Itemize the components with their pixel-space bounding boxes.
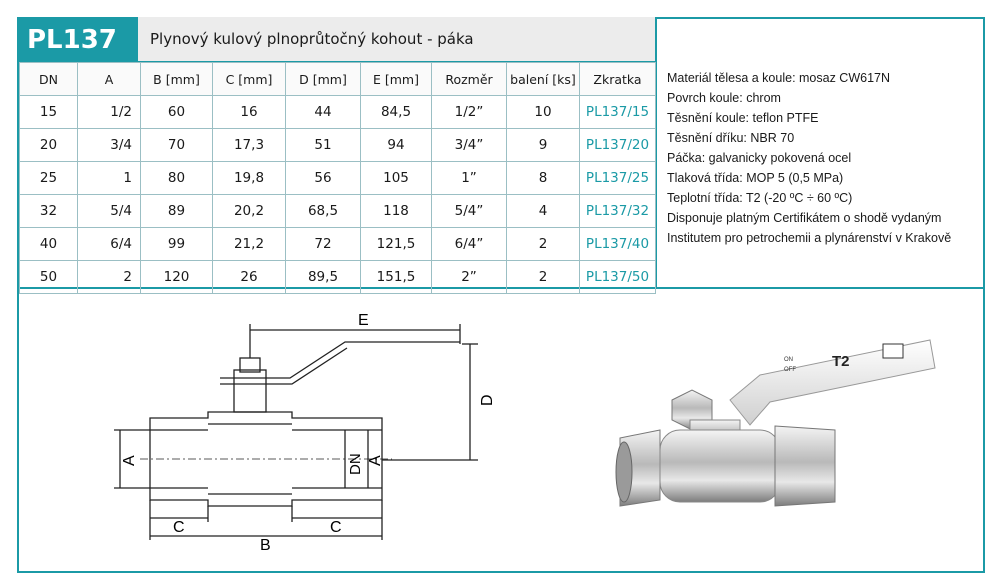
table-cell: 94 — [361, 129, 432, 162]
table-row — [20, 96, 656, 129]
table-row — [20, 129, 656, 162]
table-cell: 4 — [507, 195, 580, 228]
column-header: Rozměr — [432, 63, 507, 96]
product-title: Plynový kulový plnoprůtočný kohout - páka — [138, 17, 655, 62]
table-cell: 118 — [361, 195, 432, 228]
property-line: Teplotní třída: T2 (-20 ºC ÷ 60 ºC) — [667, 191, 853, 205]
property-line: Těsnění dříku: NBR 70 — [667, 131, 795, 145]
label-C-left: C — [173, 519, 185, 536]
table-cell: 151,5 — [361, 261, 432, 294]
table-row — [20, 228, 656, 261]
spec-table — [19, 62, 656, 294]
product-code-cell[interactable]: PL137/40 — [580, 228, 656, 261]
table-cell: 44 — [286, 96, 361, 129]
table-cell: 8 — [507, 162, 580, 195]
properties-list — [667, 68, 982, 248]
label-DN: DN — [347, 453, 364, 475]
table-cell: 5/4” — [432, 195, 507, 228]
property-line: Disponuje platným Certifikátem o shodě vydaným — [667, 211, 942, 225]
column-header: balení [ks] — [507, 63, 580, 96]
table-cell: 3/4 — [78, 129, 141, 162]
table-cell: 17,3 — [213, 129, 286, 162]
property-line: Těsnění koule: teflon PTFE — [667, 111, 819, 125]
table-cell: 5/4 — [78, 195, 141, 228]
product-code-cell[interactable]: PL137/20 — [580, 129, 656, 162]
table-cell: 72 — [286, 228, 361, 261]
table-cell: 1 — [78, 162, 141, 195]
table-cell: 10 — [507, 96, 580, 129]
column-header: E [mm] — [361, 63, 432, 96]
label-B: B — [260, 537, 271, 550]
table-cell: 70 — [141, 129, 213, 162]
property-line: Institutem pro petrochemii a plynárenství v Krakově — [667, 231, 952, 245]
column-header: B [mm] — [141, 63, 213, 96]
property-line: Povrch koule: chrom — [667, 91, 781, 105]
table-cell: 20,2 — [213, 195, 286, 228]
table-cell: 15 — [20, 96, 78, 129]
table-cell: 19,8 — [213, 162, 286, 195]
handle-on: ON — [784, 357, 793, 363]
column-header: C [mm] — [213, 63, 286, 96]
table-cell: 89,5 — [286, 261, 361, 294]
table-cell: 121,5 — [361, 228, 432, 261]
table-cell: 16 — [213, 96, 286, 129]
table-cell: 1/2 — [78, 96, 141, 129]
label-A-left: A — [121, 455, 138, 466]
table-cell: 1” — [432, 162, 507, 195]
label-D: D — [479, 394, 496, 406]
table-cell: 89 — [141, 195, 213, 228]
valve-body — [660, 430, 780, 502]
table-cell: 68,5 — [286, 195, 361, 228]
table-cell: 6/4 — [78, 228, 141, 261]
table-cell: 2 — [78, 261, 141, 294]
table-cell: 56 — [286, 162, 361, 195]
table-cell: 6/4” — [432, 228, 507, 261]
table-cell: 40 — [20, 228, 78, 261]
table-cell: 99 — [141, 228, 213, 261]
table-cell: 50 — [20, 261, 78, 294]
label-C-right: C — [330, 519, 342, 536]
table-cell: 120 — [141, 261, 213, 294]
handle-off: OFF — [784, 367, 796, 373]
table-cell: 26 — [213, 261, 286, 294]
table-cell: 2” — [432, 261, 507, 294]
property-line: Páčka: galvanicky pokovená ocel — [667, 151, 852, 165]
product-code-cell[interactable]: PL137/32 — [580, 195, 656, 228]
label-E: E — [358, 312, 369, 329]
table-row — [20, 162, 656, 195]
column-header: DN — [20, 63, 78, 96]
table-header-row — [20, 63, 656, 96]
header — [17, 17, 655, 62]
table-cell: 51 — [286, 129, 361, 162]
column-header: D [mm] — [286, 63, 361, 96]
label-A-right: A — [367, 455, 384, 466]
column-header: A — [78, 63, 141, 96]
hex-end-right — [775, 426, 835, 506]
brand-logo — [883, 344, 903, 358]
table-cell: 2 — [507, 261, 580, 294]
table-cell: 84,5 — [361, 96, 432, 129]
table-cell: 1/2” — [432, 96, 507, 129]
table-row — [20, 195, 656, 228]
product-code: PL137 — [17, 17, 138, 62]
table-row — [20, 261, 656, 294]
valve-photo — [600, 330, 960, 530]
property-line: Materiál tělesa a koule: mosaz CW617N — [667, 71, 891, 85]
table-cell: 32 — [20, 195, 78, 228]
product-code-cell[interactable]: PL137/25 — [580, 162, 656, 195]
table-cell: 80 — [141, 162, 213, 195]
table-cell: 20 — [20, 129, 78, 162]
table-cell: 25 — [20, 162, 78, 195]
table-cell: 9 — [507, 129, 580, 162]
handle-text: T2 — [832, 353, 850, 370]
table-cell: 2 — [507, 228, 580, 261]
table-cell: 105 — [361, 162, 432, 195]
column-header: Zkratka — [580, 63, 656, 96]
product-code-cell[interactable]: PL137/50 — [580, 261, 656, 294]
table-cell: 3/4” — [432, 129, 507, 162]
property-line: Tlaková třída: MOP 5 (0,5 MPa) — [667, 171, 844, 185]
product-code-cell[interactable]: PL137/15 — [580, 96, 656, 129]
table-cell: 60 — [141, 96, 213, 129]
table-cell: 21,2 — [213, 228, 286, 261]
technical-drawing — [100, 300, 520, 550]
